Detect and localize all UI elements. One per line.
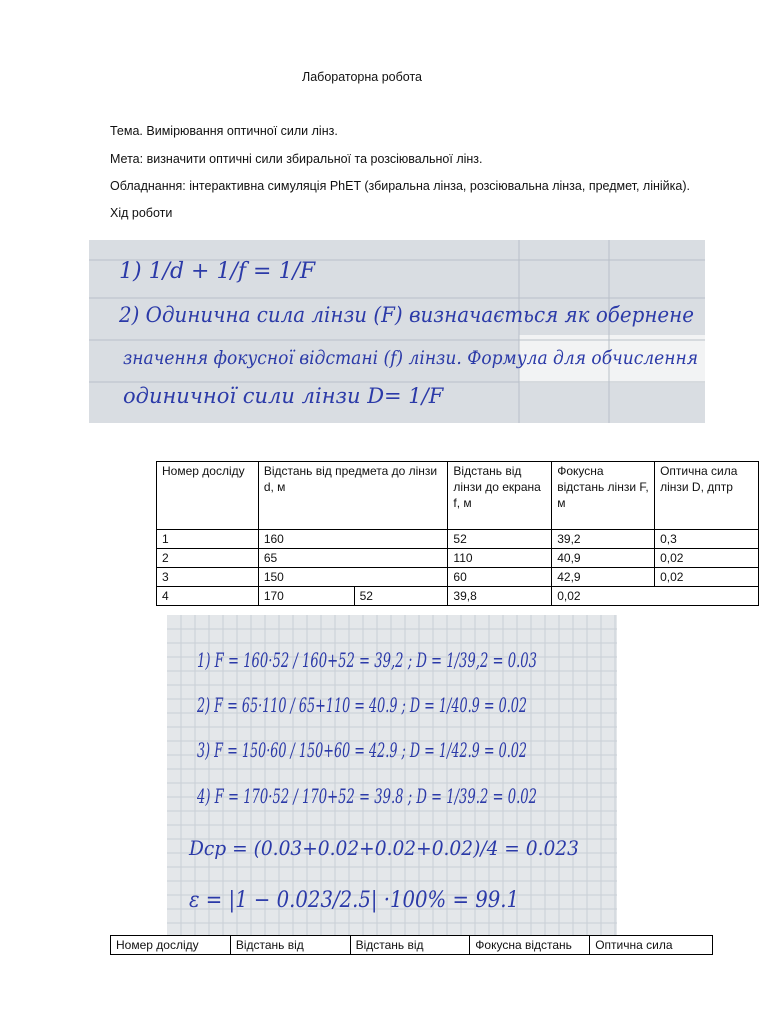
table-cell: 40,9 [552,549,655,568]
table-cell: 65 [258,549,448,568]
table-cell: 39,8 [448,587,552,606]
procedure-heading: Хід роботи [110,206,173,220]
photo1-line1: 1) 1/d + 1/f = 1/F [119,259,316,284]
table-cell: 170 [258,587,354,606]
header-cell: Оптична сила [590,936,713,955]
header-cell: Відстань від [230,936,350,955]
table-cell: 52 [354,587,448,606]
header-cell: Номер досліду [157,462,259,530]
table-row [157,549,759,568]
calc-line-4: 4) F = 170·52 / 170+52 = 39.8 ; D = 1/39.2 = 0.02 [196,784,537,808]
table-row [157,530,759,549]
goal-line: Мета: визначити оптичні сили збиральної та розсіювальної лінз. [110,152,483,166]
header-cell: Номер досліду [111,936,231,955]
handwritten-photo-theory [89,240,705,423]
table-cell: 150 [258,568,448,587]
table-cell: 4 [157,587,259,606]
table-header-row [157,462,759,530]
calc-line-error: ε = |1 − 0.023/2.5| ·100% = 99.1 [189,888,519,913]
equipment-line: Обладнання: інтерактивна симуляція PhET (збиральна лінза, розсіювальна лінза, предмет, лінійка). [110,179,690,193]
photo1-line3: значення фокусної відстані (f) лінзи. Формула для обчислення [123,347,698,369]
table-cell: 1 [157,530,259,549]
table-cell: 3 [157,568,259,587]
calc-line-2: 2) F = 65·110 / 65+110 = 40.9 ; D = 1/40.9 = 0.02 [196,693,527,717]
table-cell: 52 [448,530,552,549]
table-cell: 110 [448,549,552,568]
calc-line-average: Dср = (0.03+0.02+0.02+0.02)/4 = 0.023 [188,836,579,860]
topic-line: Тема. Вимірювання оптичної сили лінз. [110,124,338,138]
header-cell: Фокусна відстань лінзи F, м [552,462,655,530]
table-header-row [111,936,713,955]
table-cell: 60 [448,568,552,587]
header-cell: Відстань від [350,936,470,955]
photo1-line4: одиничної сили лінзи D= 1/F [123,384,444,408]
calc-line-1: 1) F = 160·52 / 160+52 = 39,2 ; D = 1/39,2 = 0.03 [197,648,537,672]
header-cell: Відстань від лінзи до екрана f, м [448,462,552,530]
handwritten-photo-calculations [167,615,617,935]
header-cell: Відстань від предмета до лінзи d, м [258,462,448,530]
table-cell: 42,9 [552,568,655,587]
table-row [157,587,759,606]
table-cell: 0,3 [655,530,759,549]
table-cell: 0,02 [655,549,759,568]
table-row [157,568,759,587]
results-table [156,461,759,606]
calc-line-3: 3) F = 150·60 / 150+60 = 42.9 ; D = 1/42.9 = 0.02 [197,738,527,762]
second-results-table [110,935,713,955]
header-cell: Оптична сила лінзи D, дптр [655,462,759,530]
table-cell: 39,2 [552,530,655,549]
document-title: Лабораторна робота [302,70,422,84]
table-cell: 0,02 [655,568,759,587]
table-cell: 0,02 [552,587,759,606]
table-cell: 160 [258,530,448,549]
photo1-line2: 2) Одинична сила лінзи (F) визначається як обернене [118,303,694,327]
header-cell: Фокусна відстань [470,936,590,955]
table-cell: 2 [157,549,259,568]
